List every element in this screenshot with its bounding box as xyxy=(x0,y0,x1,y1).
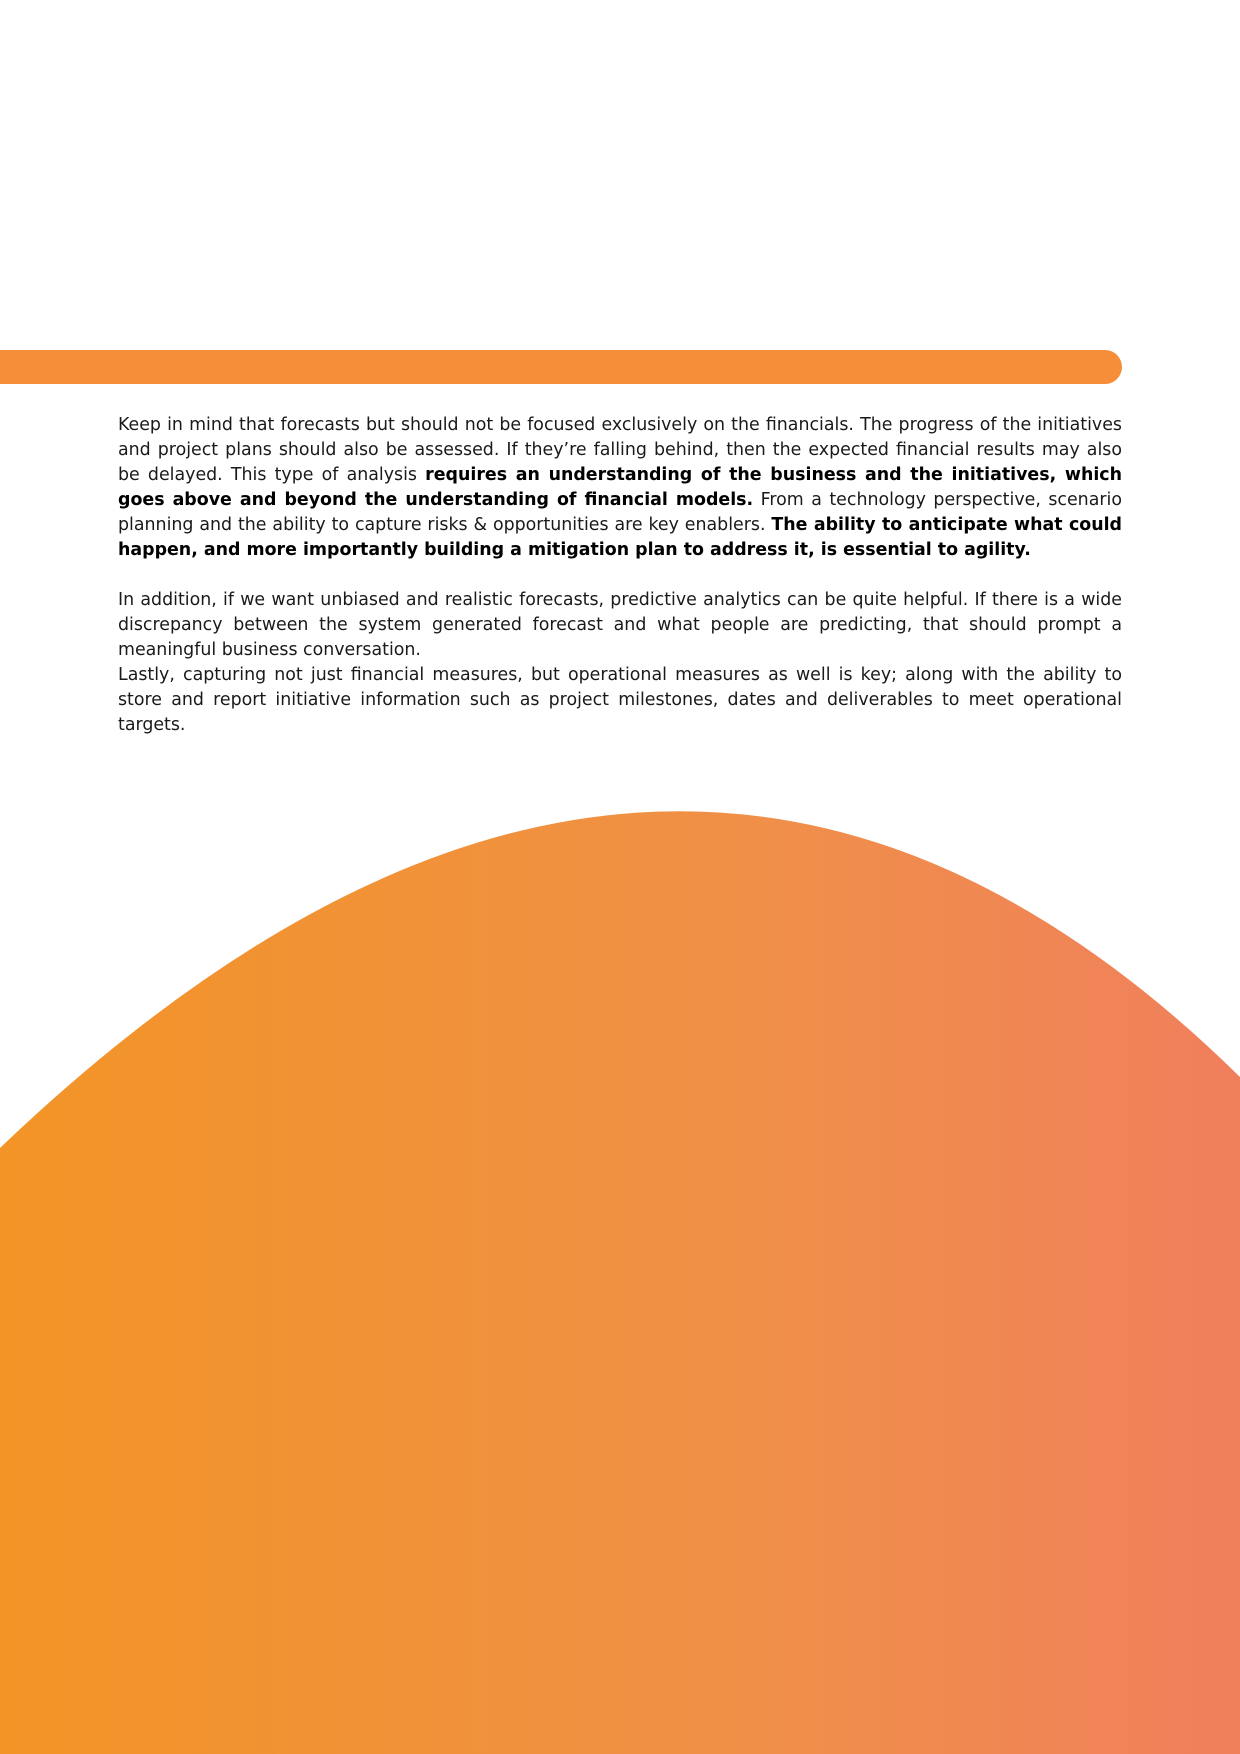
paragraph-1-text-a: Keep in mind that forecasts but should not be focused exclusively on the financials. The progress of the initiatives and project plans should also be assessed. If they’re falling behind, then the expected financial results may also be delayed. This type of analysis xyxy=(118,415,1122,485)
paragraph-1-bold-b: The ability to anticipate what could happen, and more importantly building a mitigation plan to address it, is essential to agility. xyxy=(118,515,1123,560)
bottom-arc-fill xyxy=(0,811,1240,1754)
paragraph-1-text-b: From a technology perspective, scenario planning and the ability to capture risks & opportunities are key enablers. xyxy=(118,490,1122,535)
paragraph-1-bold-a: requires an understanding of the business and the initiatives, which goes above and beyond the understanding of financial models. xyxy=(118,465,1122,510)
paragraph-3: Lastly, capturing not just financial measures, but operational measures as well is key; along with the ability to store and report initiative information such as project milestones, dates and deliverables to meet operational targets. xyxy=(118,665,1122,735)
paragraph-2: In addition, if we want unbiased and realistic forecasts, predictive analytics can be quite helpful. If there is a wide discrepancy between the system generated forecast and what people are predicting, that should prompt a meaningful business conversation. xyxy=(118,590,1122,660)
